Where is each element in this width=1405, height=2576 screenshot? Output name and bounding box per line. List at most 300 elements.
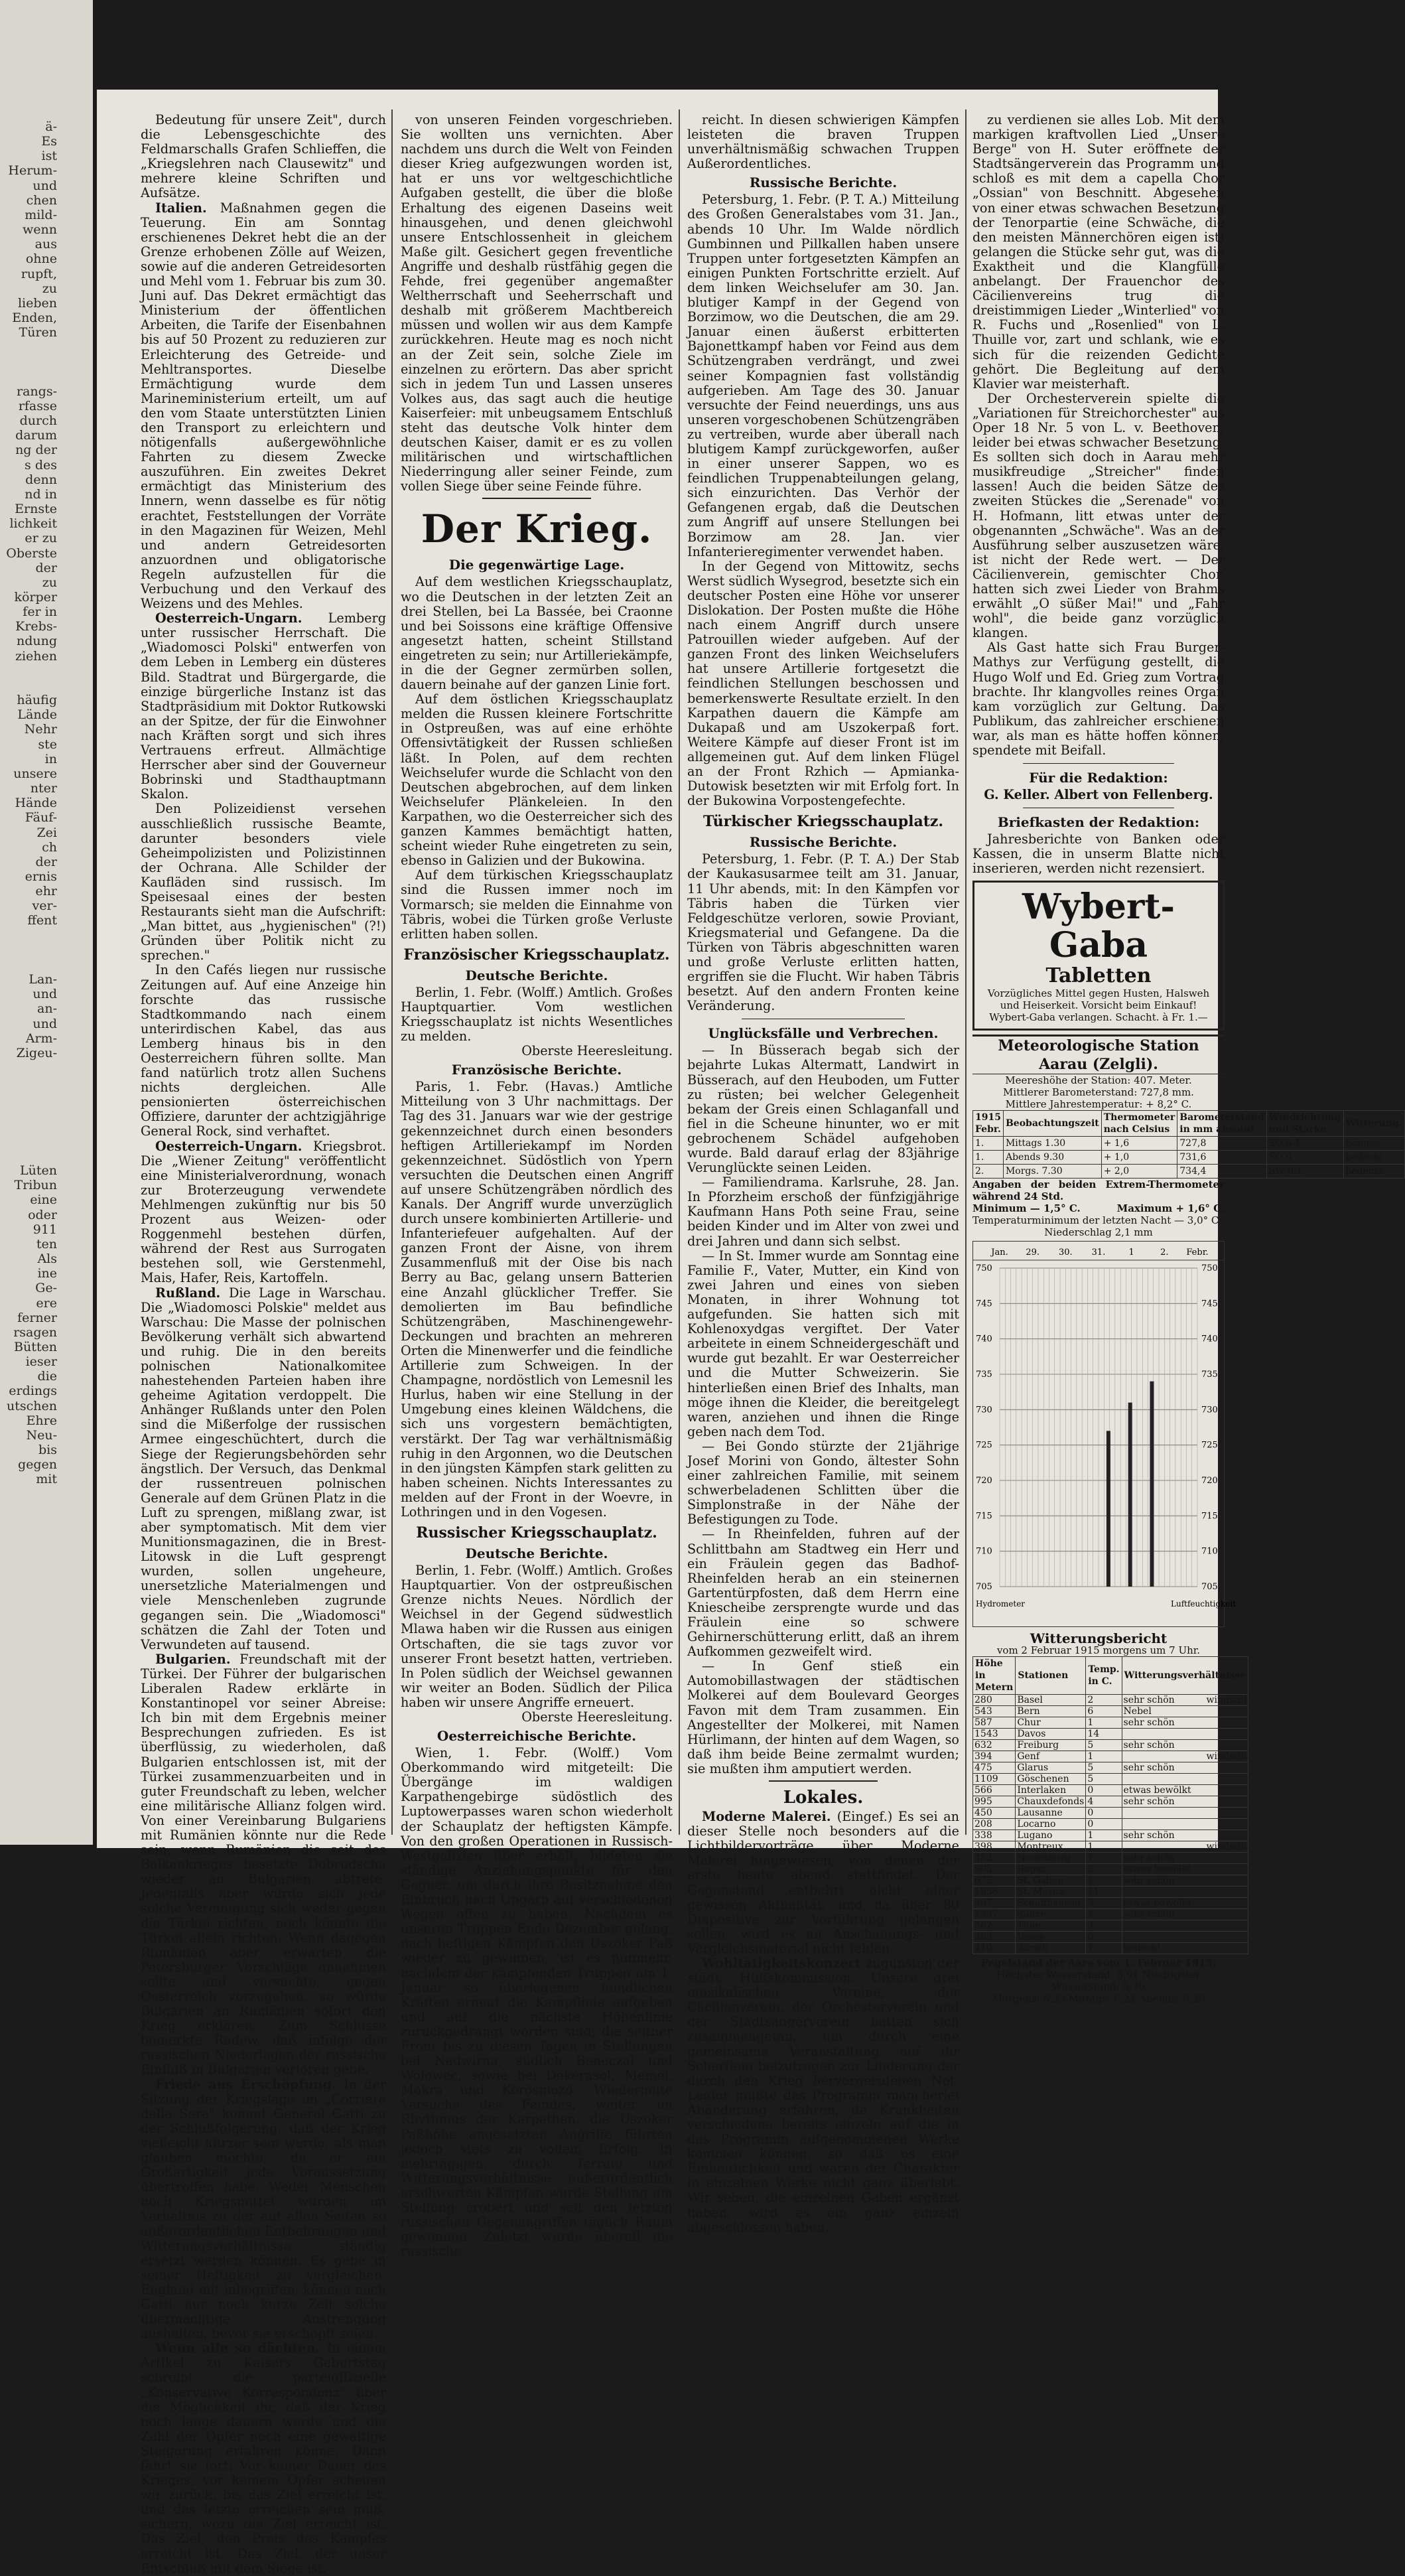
editor-names: G. Keller. Albert von Fellenberg. [984,787,1213,803]
article-lead: Wenn alle so dächten. [155,2340,327,2356]
strip-fragment: darum [15,428,57,443]
local-item-text: (Eingef.) Es sei an dieser Stelle noch besonders auf die Lichtbildervorträge über Moderne Malerei hingewiesen, von denen der erste heute abend stattfindet. Der Gegenstand entbehrt nicht einer gewissen Aktualität; und da über 80 Diapositive zur Vorführung gelangen sollen, wird es an Anschauungs- und Vergleichsmaterial nicht fehlen. [687,1809,959,1956]
table-cell [1122,1942,1248,1954]
condition: sehr schön [1123,1829,1175,1841]
scale-label-right: 730 [1201,1404,1218,1415]
table-cell: 3 [1086,1897,1122,1908]
article-lead: Bulgarien. [155,1651,240,1667]
table-cell: 566 [973,1784,1016,1796]
article-text: In der Sitzung der Kriegslage im „Corriere della Sera" kommt General Gatti zu der Schlußfolgerung, daß der Krieg vielleicht kürzer sein werde, als man glauben möchte, da er ein Großartigkeit jede Voraussetzung übertroffen habe. Weder Menschen noch Kriegsmittel würden im Verhältnis zu der auf allen Seiten so außerordentlichen Entbehrungen und Witterungsverhältnisse ständig ersetzt werden können. Es gebe in seiner Heftigkeit zu vergleichen. England mit inbegriffen, können nach Gatti nur noch kurze Zeit solche übermächtige Anstrengung aushalten, bevor sie erschöpft seien. [141,2076,386,2342]
table-row [973,1728,1248,1739]
table-cell: Neuenburg [1016,1852,1086,1863]
strip-fragment: Türen [19,325,57,340]
column-rule [679,109,680,1835]
table-header: Stationen [1016,1656,1086,1694]
table-cell: 398 [973,1841,1016,1852]
table-cell: Locarno [1016,1818,1086,1829]
table-cell: 1537 [973,1908,1016,1920]
table-row [973,1694,1248,1705]
article-lead: Oesterreich-Ungarn. [155,610,328,626]
strip-fragment: utschen [7,1398,57,1413]
strip-fragment: Lüten [20,1163,57,1179]
condition: Nebel [1123,1705,1152,1717]
strip-fragment: Tribun [14,1178,57,1193]
strip-fragment: bis [38,1443,57,1458]
strip-fragment: Neu- [26,1427,57,1443]
table-cell: Morgs. 7.30 [1003,1164,1101,1178]
article-text: Den Polizeidienst versehen ausschließlich russische Beamte, darunter besonders viele Geheimpolizisten und Polizistinnen der Ochrana. Alle Schilder der Kaufläden sind russisch. Im Speisesaal eines der besten Restaurants sieht man die Aufschrift: „Man bittet, aus „hygienischen" (?!) Gründen über Politik nicht zu sprechen." [141,801,386,964]
table-cell: 673 [973,1875,1016,1886]
barometer-bar [1150,1381,1154,1586]
table-header: 1915 Febr. [973,1110,1004,1136]
table-row [973,1762,1248,1773]
table-cell: 727,8 [1177,1136,1266,1150]
table-row [973,1164,1405,1178]
article-paragraph: Wien, 1. Febr. (Wolff.) Vom Oberkommando wird mitgeteilt: Die Übergänge im waldigen Karpathengebirge südöstlich des Luptowerpasses waren schon wiederholt der Schauplatz der heftigsten Kämpfe. Von den großen Operationen in Russisch-Westgalizien über erhält, bildeten sie ständige Anziehungspunkte für den Gegner, um durch ihre Besitznahme den Einbruch nach Ungarn auf verschiedenen Wegen offen zu haben. Nachdem es unseren Truppen Ende Dezember gelang, nach heftigen Kämpfen den Uszoker Paß wieder zu gewinnen, ist es nunmehr, nachdem der kämpfenden Truppen am 1. Januar so überlegenen feindlichen Kräften erneut die Kampflinie aufgeben und auf die nächste Höhenlinie zurückgedrängt worden sind, die seither Front bis zu diesen Tagen in Stellungen bei Nadwirna, südlich Beneczal und Wolowec, sowie bei Dekerasol, Memel, Mokra und Körösmezö. Wiederholte Versuche des Feindes, weiter im Rhythmus der Karpathen, die Uszoker Paßhöhe angesetzten Angriffe führten jedoch stets zu vollem Erfolg. In mehrtägigen, durch Terrain und Witterungsverhältnisse außerordentlich erschwerten Kämpfen wurde Stellung um Stellung erobert und seit den letzten russischen Gegenangriffen täglich Raum gewonnen. Zuletzt wurde überall die russische [401,1745,673,2259]
strip-fragment: Lan- [29,972,57,987]
scale-label-right: 720 [1201,1475,1218,1486]
table-cell: Chur [1016,1717,1086,1728]
scale-label-right: 705 [1201,1581,1218,1592]
table-cell: Vevey [1016,1931,1086,1942]
table-cell: 1. [973,1136,1004,1150]
scale-label-right: 740 [1201,1334,1218,1344]
table-cell: 0 [1086,1807,1122,1818]
table-cell: 0 [1086,1931,1122,1942]
table-cell: Chauxdefonds [1016,1796,1086,1807]
strip-fragment: mit [36,1472,57,1487]
table-cell: St. Gallen [1016,1875,1086,1886]
article-lead: Italien. [155,200,220,216]
signature: Oberste Heeresleitung. [521,1709,673,1725]
table-cell: SO 0 [1266,1150,1343,1164]
strip-fragment: Hände [15,796,57,811]
strip-fragment [0,664,57,678]
table-cell: 4 [1086,1796,1122,1807]
strip-fragment: körper [14,590,57,605]
strip-fragment: Ge- [35,1281,57,1296]
barometer-bar [1106,1431,1110,1587]
table-cell: 562 [973,1920,1016,1931]
table-cell: 394 [973,1751,1016,1762]
table-cell: 1 [1086,1829,1122,1841]
table-header: Barometerstand in mm absolut [1177,1110,1266,1136]
divider [1023,763,1174,764]
col2-intro: von unseren Feinden vorgeschrieben. Sie wollten uns vernichten. Aber nachdem uns durch die Welt von Feinden dieser Krieg aufgezwungen worden ist, hat er uns vor weltgeschichtliche Aufgaben gestellt, die über die bloße Erhaltung des eigenen Daseins weit hinausgehen, und denen gleichwohl unsere Entschlossenheit in gleichem Maße gilt. Gesichert gegen freventliche Angriffe und deshalb rüstfähig gegen die Fehde, frei gegenüber angemaßter Weltherrschaft und Seeherrschaft und deshalb mit größerem Machtbereich müssen und wollen wir aus dem Kampfe zurückkehren. Heute mag es noch nicht an der Zeit sein, solche Ziele im einzelnen zu erörtern. Das aber spricht sich in jedem Tun und Lassen unseres Volkes aus, das sagt auch die heutige Kaiserfeier: mit unbeugsamem Entschluß steht das deutsche Volk hinter dem deutschen Kaiser, damit er es zu vollen militärischen und wirtschaftlichen Niederringung aller seiner Feinde, zum vollen Siege über seine Feinde führe. [401,112,673,494]
table-row [973,1841,1248,1852]
article-paragraph: Petersburg, 1. Febr. (P. T. A.) Mitteilung des Großen Generalstabes vom 31. Jan., abends 10 Uhr. Im Walde nördlich Gumbinnen und Pillkallen haben unsere Truppen unter fortgesetzten Kämpfen an einigen Punkten Fortschritte erzielt. Auf dem linken Weichselufer am 30. Jan. blutiger Kampf in der Gegend von Borzimow, wo die Deutschen, die am 29. Januar einen äußerst erbitterten Bajonettkampf haben vor Feind aus dem Schützengraben verdrängt, und zwei seiner Kompagnien fast vollständig aufgerieben. Am Tage des 30. Januar versuchte der Feind neuerdings, uns aus unseren vorgeschobenen Schützengräben zu vertreiben, wurde aber überall nach blutigem Kampf zurückgeworfen, außer in einer unserer Sappen, wo es feindlichen Truppenabteilungen gelang, sich einzurichten. Das Verhör der Gefangenen ergab, daß die Deutschen zum Angriff auf unsere Stellungen bei Borzimow am 28. Jan. vier Infanterieregimenter verwendet haben. [687,192,959,559]
table-cell [1122,1863,1248,1875]
table-row [973,1818,1248,1829]
table-cell: 1 [1086,1841,1122,1852]
strip-fragment: nd in [25,486,57,502]
strip-fragment: Bütten [14,1339,57,1354]
strip-fragment: ernis [25,869,57,884]
letterbox-heading: Briefkasten der Redaktion: [997,814,1200,831]
strip-fragment: ch [42,839,57,855]
hydrometer-label: Hydrometer [976,1599,1026,1609]
accident-reports [687,1043,959,1776]
strip-fragment: ehr [35,884,57,899]
local-item [687,1956,959,2235]
local-news [687,1810,959,2235]
article-text: Die Lage in Warschau. Die „Wiadomosci Polskie" meldet aus Warschau: Die Masse der polnischen Bevölkerung verhält sich abwartend und ruhig. Die in den bereits polnischen Nationalkomitee nahestehenden Parteien haben ihre geheime Agitation verdoppelt. Die Anhänger Rußlands unter den Polen sind die Mißerfolge der russischen Armee eingeschüchtert, durch die Siege der Regierungsbehörden sehr ängstlich. Der Versuch, das Denkmal der russentreuen polnischen Generale auf dem Grünen Platz in die Luft zu sprengen, mißlang zwar, ist aber symptomatisch. Mit dem vier Munitionsmagazinen, die in Brest-Litowsk in die Luft gesprengt wurden, sollen ungeheure, unersetzliche Materialmengen und viele Menschenleben zugrunde gegangen sein. Die „Wiadomosci" schätzen die Zahl der Toten und Verwundeten auf tausend. [141,1285,386,1652]
condition: bedeckt [1123,1942,1161,1954]
article-paragraph: Als Gast hatte sich Frau Burger-Mathys zur Verfügung gestellt, die Hugo Wolf und Ed. Grieg zum Vortrag brachte. Ihr klangvolles reines Organ kam vorzüglich zur Geltung. Das Publikum, das zahlreicher erschienen war, als man es hätte hoffen können, spendete mit Beifall. [972,640,1225,758]
table-cell: St. Moritz [1016,1886,1086,1897]
wind: windstill [1206,1694,1247,1705]
scale-label: 715 [976,1510,992,1521]
table-cell: 482 [973,1852,1016,1863]
strip-fragment: erdings [9,1384,57,1399]
article-text: Freundschaft mit der Türkei. Der Führer der bulgarischen Liberalen Radew erklärte in Konstantinopel vor seiner Abreise: Ich bin mit dem Ergebnis meiner Besprechungen zufrieden. Es ist überflüssig, zu wiederholen, daß Bulgarien entschlossen ist, mit der Türkei zusammenzuarbeiten und in guter Freundschaft zu leben, welcher eine militärische Allianz folgen wird. Von einer Vereinbarung Bulgariens mit Rumänien könnte nur die Rede sein, wenn Rumänien die seit des Balkankrieges besetzte Dobrudscha wieder an Bulgarien abtrete. Jedenfalls aber würde sich jede solche Vereinigung sich weder gegen die Türkei richten, noch könnte die Türkei allein richten. Wenn dagegen Rumänien aber erwarten die Petersburger Vorschläge annehmen sollte und versuchte, gegen Oesterreich vorzugehen, so würde Bulgarien an Rumänien sofort den Krieg erklären. Zum Schlusse bemerkte Radew, daß infolge der russischen Niederlagen der russische Einfluß in Bulgarien verloren gehe. [141,1651,386,2078]
weather-station-box [972,1035,1402,1627]
strip-fragment [0,1134,57,1149]
table-cell: + 1,6 [1101,1136,1177,1150]
strip-fragment [0,1060,57,1075]
strip-fragment [0,1075,57,1090]
article-text: In den Cafés liegen nur russische Zeitungen auf. Auf eine Anzeige hin forschte das russische Stadtkommando nach einem unterirdischen Kabel, das aus Lemberg hinaus bis in den Oesterreichern führen sollte. Man fand natürlich trotz allen Suchens nichts dergleichen. Alle pensionierten österreichischen Offiziere, darunter der achtzigjährige General Rock, sind verhaftet. [141,962,386,1139]
table-cell [1122,1807,1248,1818]
table-cell: 5 [1086,1739,1122,1751]
table-cell: 0 [1086,1784,1122,1796]
condition: sehr schön [1123,1852,1175,1863]
accident-report: — In Genf stieß ein Automobillastwagen der städtischen Molkerei auf dem Boulevard Georges Favon mit dem Tram zusammen. Ein Angestellter der Molkerei, mit Namen Hürlimann, der hinten auf dem Wagen, so daß ihm beide Beine zermalmt wurden; sie mußten ihm amputiert werden. [687,1658,959,1776]
strip-fragment: rsagen [13,1324,57,1340]
divider [769,1780,878,1782]
table-cell: 734,4 [1177,1164,1266,1178]
date-label: 31. [1091,1247,1106,1257]
article-paragraph [141,611,386,802]
report-title: Witterungsbericht [1030,1630,1168,1646]
article-text: Lemberg unter russischer Herrschaft. Die „Wiadomosci Polski" entwerfen von dem Leben in Lemberg ein düsteres Bild. Stadtrat und Bürgergarde, die einzige bürgerliche Instanz ist das Stadtpräsidium mit Doktor Rutkowski an der Spitze, der für die Einwohner nach Kräften sorgt und sich ihres Vertrauens erfreut. Allmächtige Herrscher aber sind der Gouverneur Bobrinski und Stadthauptmann Skalon. [141,610,386,802]
report-heading: Deutsche Berichte. [465,967,608,983]
table-cell: 2 [1086,1694,1122,1705]
strip-fragment: in [44,751,57,766]
accident-report: — In Büsserach begab sich der bejahrte Lukas Altermatt, Landwirt in Büsserach, auf den Heuboden, um Futter zu rüsten; bei welcher Gelegenheit bekam der Greis einen Schlaganfall und fiel in die Scheune hinunter, wo er mit gebrochenem Schädel aufgehoben wurde. Bald darauf erlag der 83jährige Verunglückte seinen Leiden. [687,1042,959,1176]
strip-fragment: denn [25,472,57,487]
article-paragraph [141,2341,386,2576]
table-row [973,1897,1248,1908]
article-paragraph [141,113,386,201]
table-row [973,1920,1248,1931]
strip-fragment: ieser [25,1354,57,1370]
station-meta: Meereshöhe der Station: 407. Meter. [1005,1074,1192,1086]
strip-fragment: ste [38,737,57,752]
strip-fragment: Ernste [15,502,57,517]
condition: sehr schön [1123,1762,1175,1773]
night-temp: Temperaturminimum der letzten Nacht — 3,0° C. [972,1214,1222,1226]
article-paragraph [141,2078,386,2342]
table-cell: 2. [973,1164,1004,1178]
barometer-svg [973,1242,1237,1626]
strip-fragment [0,370,57,384]
table-cell: SW 0-1 [1266,1164,1343,1178]
accident-report: — Bei Gondo stürzte der 21jährige Josef Morini von Gondo, ältester Sohn einer zahlreichen Familie, mit seinem schwerbeladenen Schlitten über die Simplonstraße in der Nähe der Befestigungen zu Tode. [687,1438,959,1528]
table-cell: 3 [1086,1920,1122,1931]
strip-fragment: gegen [17,1457,57,1472]
table-cell: + 1,0 [1101,1150,1177,1164]
table-cell: 1856 [973,1886,1016,1897]
river-level: Morgens: 6,23 Mittags: 6,21 Abends: 6,26 [992,1992,1205,2005]
article-paragraph: Berlin, 1. Febr. (Wolff.) Amtlich. Großes Hauptquartier. Von der ostpreußischen Grenze nichts Neues. Nördlich der Weichsel in der Gegend südwestlich Mlawa haben wir die Russen aus einigen Ortschaften, die sie tags zuvor vor unserer Front besetzt hatten, vertrieben. In Polen südlich der Weichsel gewannen wir weiter an Boden. Südlich der Pilica haben wir unsere Angriffe erneuert. [401,1563,673,1710]
strip-fragment: der [35,560,57,575]
table-cell: 389 [973,1931,1016,1942]
divider [482,498,591,499]
condition: etwas bewölkt [1123,1863,1191,1875]
table-cell: 338 [973,1829,1016,1841]
condition: sehr schön [1123,1717,1175,1728]
accident-report: — In Rheinfelden, fuhren auf der Schlittbahn am Stadtweg ein Herr und ein Fräulein gegen das Badhof-Rheinfelden herab an ein steinernen Gartentürpfosten, daß dem Herrn eine Kniescheibe zersprengte wurde und das Fräulein eine so schwere Gehirnerschütterung erlitt, daß an ihrem Aufkommen gezweifelt wird. [687,1526,959,1660]
table-cell [1122,1829,1248,1841]
extremes-label: Angaben der beiden Extrem-Thermometer während 24 Std. [972,1178,1225,1202]
strip-fragment: an- [37,1001,57,1017]
table-cell: 543 [973,1705,1016,1717]
table-cell [1122,1784,1248,1796]
table-cell [1122,1717,1248,1728]
article-paragraph: Auf dem westlichen Kriegsschauplatz, wo die Deutschen in der letzten Zeit an drei Stellen, bei La Bassée, bei Craonne und bei Soissons eine kräftige Offensive angesetzt hatten, scheint Stillstand eingetreten zu sein; nur Artilleriekämpfe, in die der Gegner zermürben sollen, dauern beinahe auf der ganzen Linie fort. [401,574,673,693]
strip-fragment: Enden, [12,311,57,326]
report-heading: Deutsche Berichte. [465,1545,608,1562]
strip-fragment: ohne [25,251,57,267]
condition: sehr schön [1123,1796,1175,1807]
strip-fragment: Zigeu- [16,1045,57,1060]
table-cell [1122,1705,1248,1717]
strip-fragment: unsere [13,766,57,781]
strip-fragment: ziehen [15,648,57,664]
barometer-bar [1128,1402,1132,1586]
wind: windstill [1206,1841,1247,1852]
table-row [973,1886,1248,1897]
table-cell: Davos [1016,1728,1086,1739]
local-item-lead: Moderne Malerei. [702,1809,837,1825]
table-cell [1122,1818,1248,1829]
table-row [973,1751,1248,1762]
table-cell: 11 [1086,1886,1122,1897]
strip-fragment: lichkeit [9,516,57,532]
section-heading-french-front: Französischer Kriegsschauplatz. [403,946,670,964]
strip-fragment: zu [42,575,57,590]
table-cell: Bern [1016,1705,1086,1717]
table-cell: 0 [1086,1818,1122,1829]
advertisement-wybert [972,881,1225,1031]
strip-fragment: rangs- [17,384,57,399]
table-row [973,1807,1248,1818]
column-1 [141,112,386,2576]
scale-label-right: 735 [1201,1369,1218,1380]
section-heading-russian-front: Russischer Kriegsschauplatz. [416,1524,657,1542]
strip-fragment: und [33,987,57,1002]
ad-product: Tabletten [1045,964,1152,987]
table-cell: Mittags 1.30 [1003,1136,1101,1150]
table-row [973,1852,1248,1863]
article-paragraph [141,963,386,1139]
table-row [973,1796,1248,1807]
strip-fragment: Lände [17,707,57,723]
table-cell: SO 0-1 [1266,1136,1343,1150]
table-header: Thermometer nach Celsius [1101,1110,1177,1136]
strip-fragment: ist [41,149,57,164]
table-cell: 1543 [973,1728,1016,1739]
max-temp: Maximum + 1,6° C. [1116,1202,1225,1214]
table-header: Temp. in C. [1086,1656,1122,1694]
scale-label: 710 [976,1546,992,1557]
letterbox-text: Jahresberichte von Banken oder Kassen, die in unserm Blatte nicht inserieren, werden nicht rezensiert. [972,831,1225,877]
table-cell: 450 [973,1807,1016,1818]
strip-fragment: ng der [15,443,57,458]
scale-label-right: 745 [1201,1298,1218,1309]
table-cell [1122,1886,1248,1897]
article-paragraph: In der Gegend von Mittowitz, sechs Werst südlich Wysegrod, besetzte sich ein deutscher Posten eine Höhe vor unserer Dislokation. Der Posten mußte die Höhe nach einem Angriff durch unsere Patrouillen wieder aufgeben. Auf der ganzen Front des linken Weichselufers hat unsere Artillerie fortgesetzt die feindlichen Stellungen beschossen und bemerkenswerte Resultate erzielt. In den Karpathen dauern die Kämpfe am Dukapaß und am Uszokerpaß fort. Weitere Kämpfe auf dieser Front ist im allgemeinen gut. Auf dem linken Flügel an der Front Rzhich — Apmianka-Dutowisk besetzten wir mit Erfolg fort. In der Bukowina Vorpostengefechte. [687,558,959,809]
table-cell: 632 [973,1739,1016,1751]
table-cell: Schnee [1343,1136,1404,1150]
table-row [973,1150,1405,1164]
table-row [973,1875,1248,1886]
table-cell: Zürich [1016,1942,1086,1954]
article-lead: Friede aus Erschöpfung. [155,2076,344,2092]
scale-label: 725 [976,1440,992,1451]
scale-label: 750 [976,1263,992,1273]
station-meta: Mittlere Jahrestemperatur: + 8,2° C. [1005,1098,1192,1110]
local-item-lead: Wohltätigkeitskonzert [702,1955,866,1971]
table-cell [1122,1852,1248,1863]
strip-fragment: chen [26,192,57,208]
scale-label: 730 [976,1404,992,1415]
table-cell: 1 [1086,1942,1122,1954]
accident-report: — In St. Immer wurde am Sonntag eine Familie F., Vater, Mutter, ein Kind von zwei Jahren und eines von sieben Monaten, in ihrer Wohnung tot aufgefunden. Sie hatten sich mit Kohlenoxydgas vergiftet. Der Vater arbeitete in einem Schneidergeschäft und wurde gut bezahlt. Er war Oesterreicher und die Mutter Schweizerin. Sie hinterließen einen Brief des Inhalts, man möge ihnen die Kleider, die bereitgelegt waren, anziehen und ihnen die Ringe geben nach dem Tod. [687,1248,959,1439]
table-cell [1122,1762,1248,1773]
strip-fragment: ferner [17,1310,57,1325]
table-cell [1122,1773,1248,1784]
table-row [973,1773,1248,1784]
strip-fragment: häufig [17,693,57,708]
table-cell: 587 [973,1717,1016,1728]
scale-label-right: 715 [1201,1510,1218,1521]
wind: windstill [1206,1751,1247,1762]
date-label: 29. [1026,1247,1040,1257]
table-cell: Ragaz [1016,1863,1086,1875]
strip-fragment: ndung [16,634,57,649]
strip-fragment: Es [41,134,57,149]
table-row [973,1829,1248,1841]
signature: Oberste Heeresleitung. [521,1043,673,1059]
scale-label-right: 750 [1201,1263,1218,1273]
article-paragraph [141,1286,386,1652]
table-cell: 1 [1086,1852,1122,1863]
ad-text: Vorzügliches Mittel gegen Husten, Halsweh und Heiserkeit. Vorsicht beim Einkauf! Wybert-Gaba verlangen. Schacht. à Fr. 1.— [987,987,1210,1023]
strip-fragment: der [35,854,57,869]
table-header: Höhe in Metern [973,1656,1016,1694]
table-cell [1122,1751,1248,1762]
table-cell: Lausanne [1016,1807,1086,1818]
local-item-text: zugunsten der städt. Hülfskommission. Unsere drei musikalischen Vereine, der Cäcilienverein, der Orchesterverein und der Stadtsängerverein hatten sich zusammengetan, um durch eine gemeinsame Veranstaltung auf ihr Scherflein beizutragen zur Linderung der durch den Krieg hervorgerufenen Not. Leider mußte das Programm mancherlei Abänderung erfahren, da Krankheiten verschiedene bereits einzeln auf die in das Programm aufgenommenen Werke kommen können, so daß es eine Einheitlichkeit und waren der Charakter in einzelnen Werke nicht ganz überlebt. Wir sehen, die einzelnen Gaben ergänzt haben, wird es ein ganz einzeln abgeschlossen haben. [687,1955,959,2235]
table-cell: 14 [1086,1728,1122,1739]
article-paragraph [141,1139,386,1286]
article-paragraph: Der Orchesterverein spielte die „Variationen für Streichorchester" aus Oper 18 Nr. 5 von L. v. Beethoven, leider bei etwas schwacher Besetzung. Es sollten sich doch in Aarau mehr musikfreudige „Streicher" finden lassen! Auch die beiden Sätze des zweiten Stückes die „Serenade" von H. Hofmann, litt etwas unter der obgenannten „Schwäche". Was an der Ausführung selber auszusetzen wäre, ist nicht der Rede wert. — Der Cäcilienverein, gemischter Chor, hatten sich zwei Lieder von Brahms erwählt „O süßer Mai!" und „Fahr wohl", die beide ganz vorzüglich klangen. [972,390,1225,641]
strip-fragment: durch [19,413,57,429]
table-cell: Genf [1016,1751,1086,1762]
ad-brand: Wybert-Gaba [1022,886,1175,966]
article-text: In einem Artikel zu Kaisers Geburtstag schreibt die parteioffizielle „Konservative Korrespondenz" über die Möglichkeit ihr, daß der Krieg noch lange dauern werde und die Zahl der Opfer noch eine gewaltige Steigerung erfahren könne. Dann fährt sie fort: Vor keiner Dauer des Krieges, vor keinem Opfer scheuen wir zurück, bis das Ziel erreicht ist, und das letzte erreichen sein muß, sichern, wozu die Ziel erreicht ist. Das Ziel, den Preis des Kampfes erreicht ist. Das Ziel, der unser Entschluß mit dem Siege ist. [141,2340,386,2576]
col3-intro: reicht. In diesen schwierigen Kämpfen leisteten die braven Truppen unverhältnismäßig schwachen Truppen Außerordentliches. [687,112,959,172]
table-row [973,1136,1405,1150]
strip-fragment: Nehr [24,722,57,737]
table-cell: Glarus [1016,1762,1086,1773]
strip-fragment: die [37,1369,57,1384]
table-cell: 407 [973,1897,1016,1908]
strip-fragment: Zei [36,825,57,840]
date-label: Jan. [991,1247,1008,1257]
table-cell [1122,1875,1248,1886]
condition: sehr schön [1123,1875,1175,1886]
table-cell: 995 [973,1796,1016,1807]
strip-fragment: lieben [17,295,57,311]
article-paragraph: Petersburg, 1. Febr. (P. T. A.) Der Stab der Kaukasusarmee teilt am 31. Januar, 11 Uhr abends, mit: In den Kämpfen vor Täbris haben die Türken vier Feldgeschütze verloren, sowie Proviant, Kriegsmaterial und Gefangene. Da die Türken von Täbris abgeschnitten waren und große Verluste erlitten hatten, ergriffen sie die Flucht. Wir haben Täbris besetzt. Auf den andern Fronten keine Veränderung. [687,851,959,1014]
editorial-heading: Für die Redaktion: [1029,770,1168,786]
strip-fragment [0,958,57,972]
table-cell [1122,1908,1248,1920]
date-label: 2. [1160,1247,1169,1257]
section-subtitle: Die gegenwärtige Lage. [448,557,625,573]
table-cell [1122,1728,1248,1739]
section-heading-accidents: Unglücksfälle und Verbrechen. [708,1025,939,1042]
strip-fragment [0,1104,57,1119]
scale-label: 720 [976,1475,992,1486]
table-cell: bedeckt [1343,1164,1404,1178]
date-label: 30. [1058,1247,1073,1257]
report-heading: Russische Berichte. [749,834,898,851]
table-cell: Lugano [1016,1829,1086,1841]
scale-label-right: 725 [1201,1440,1218,1451]
table-cell [1122,1897,1248,1908]
article-text: Bedeutung für unsere Zeit", durch die Lebensgeschichte des Feldmarschalls Grafen Schlieffen, die „Kriegslehren nach Clausewitz" und mehrere kleine Schriften und Aufsätze. [141,112,386,201]
table-cell [1122,1841,1248,1852]
date-label: Febr. [1186,1247,1209,1257]
table-cell: Interlaken [1016,1784,1086,1796]
section-title-war: Der Krieg. [421,506,653,552]
table-row [973,1739,1248,1751]
article-lead: Rußland. [155,1285,229,1301]
report-heading: Russische Berichte. [749,175,898,191]
station-title: Meteorologische Station Aarau (Zelgli). [972,1035,1225,1074]
table-header: Windrichtung und Stärke [1266,1110,1343,1136]
table-cell: bedeckt [1343,1150,1404,1164]
strip-fragment: 911 [33,1222,57,1237]
table-cell: 731,6 [1177,1150,1266,1164]
table-cell: Schaffhausen [1016,1897,1086,1908]
table-row [973,1863,1248,1875]
table-cell: Sierre [1016,1908,1086,1920]
table-cell: 1. [973,1150,1004,1164]
condition: etwas bewölkt [1123,1897,1191,1908]
table-cell: Thun [1016,1920,1086,1931]
date-label: 1 [1128,1247,1134,1257]
station-table [972,1656,1248,1954]
table-cell: 5 [1086,1863,1122,1875]
strip-fragment [0,943,57,958]
local-item [687,1810,959,1956]
strip-fragment: wenn [23,222,57,238]
article-lead: Oesterreich-Ungarn. [155,1138,314,1154]
strip-fragment [0,928,57,943]
table-cell: 5 [1086,1762,1122,1773]
strip-fragment: rupft, [21,266,57,281]
table-header: Beobachtungszeit [1003,1110,1101,1136]
article-paragraph: Paris, 1. Febr. (Havas.) Amtliche Mitteilung von 3 Uhr nachmittags. Der Tag des 31. Januars war wie der gestrige gekennzeichnet durch einen besonders heftigen Artilleriekampf im Norden gekennzeichnet. Südöstlich von Ypern versuchten die Deutschen einen Angriff auf unsere Schützengräben nördlich des Kanals. Der Angriff wurde unverzüglich durch unsere kombinierten Artillerie- und Infanteriefeuer aufgehalten. Auf der ganzen Front der Aisne, von ihrem Zusammenfluß mit der Oise bis nach Berry au Bac, gelang unsern Batterien eine Anzahl glücklicher Treffer. Sie demolierten im Bau befindliche Schützengräben, Maschinengewehr-Deckungen und brachten an mehreren Orten die Minenwerfer und die feindliche Artillerie zum Schweigen. In der Champagne, nordöstlich von Lemesnil les Hurlus, haben wir eine Stellung in der Umgebung eines kleinen Wäldchens, die sich uns vorgestern bemächtigten, verstärkt. Der Tag war verhältnismäßig ruhig in den Argonnen, wo die Deutschen in den jüngsten Kämpfen stark gelitten zu haben scheinen. Nichts Interessantes zu melden auf der Front in der Woevre, in Lothringen und in den Vogesen. [401,1079,673,1520]
barometer-chart [972,1241,1237,1627]
scale-label: 705 [976,1581,992,1592]
strip-fragment: rfasse [18,398,57,413]
